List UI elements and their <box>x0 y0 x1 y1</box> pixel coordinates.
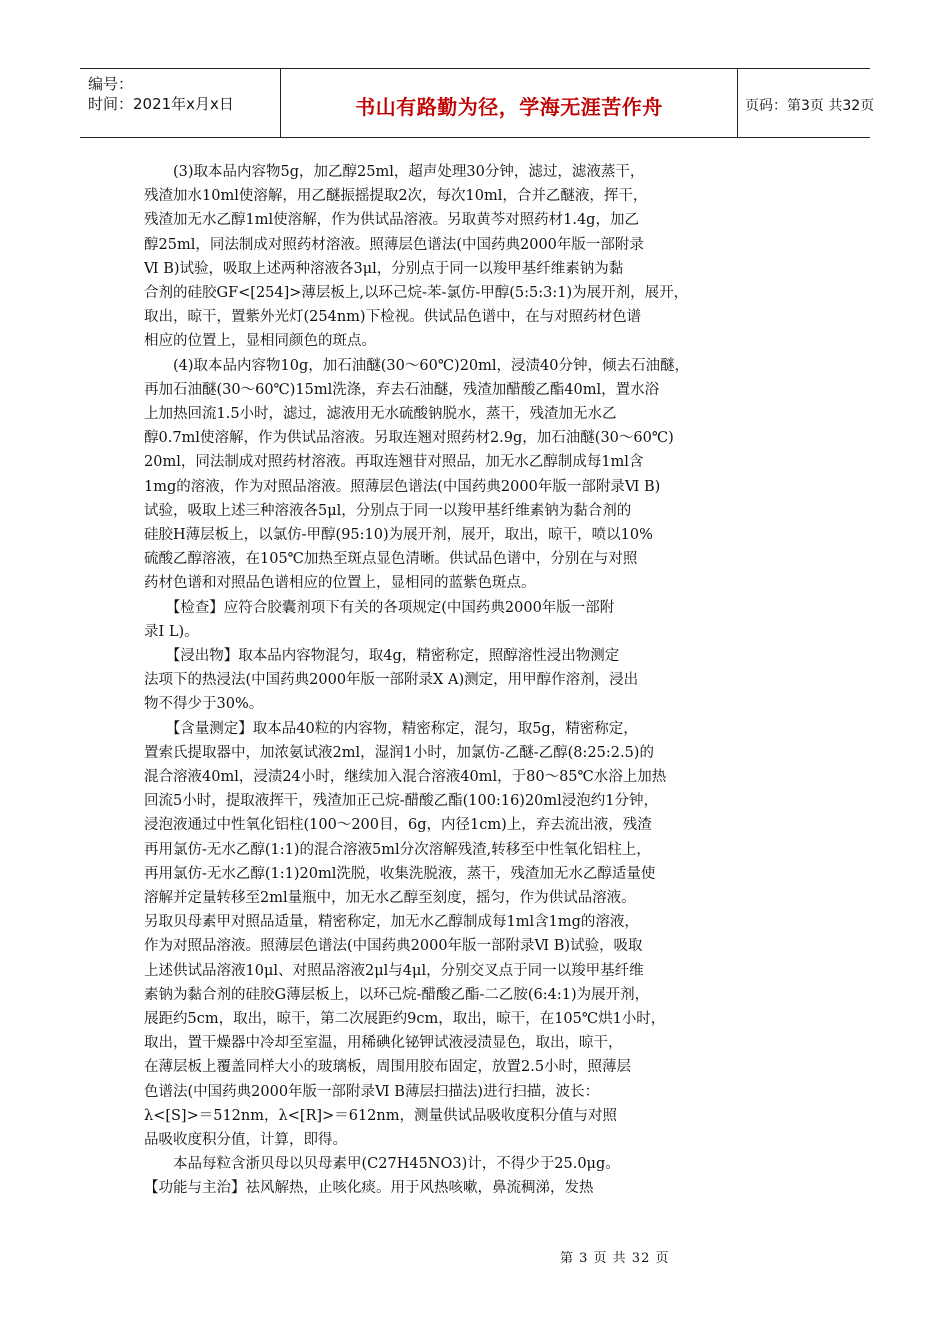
body-line: 取出，置干燥器中冷却至室温，用稀碘化铋钾试液浸渍显色，取出，晾干， <box>144 1035 623 1052</box>
body-line: (4)取本品内容物10g，加石油醚(30～60℃)20ml，浸渍40分钟，倾去石油醚， <box>144 357 689 374</box>
body-line: 展距约5cm，取出，晾干，第二次展距约9cm，取出，晾干，在105℃烘1小时， <box>144 1011 666 1027</box>
body-line: λ<[S]>＝512nm，λ<[R]>＝612nm，测量供试品吸收度积分值与对照 <box>144 1107 617 1124</box>
body-line: Ⅵ B)试验，吸取上述两种溶液各3μl，分别点于同一以羧甲基纤维素钠为黏 <box>144 260 624 277</box>
body-line: 色谱法(中国药典2000年版一部附录Ⅵ B薄层扫描法)进行扫描，波长： <box>144 1083 600 1100</box>
body-line: 药材色谱和对照品色谱相应的位置上，显相同的蓝紫色斑点。 <box>144 575 536 592</box>
body-line: 相应的位置上，显相同颜色的斑点。 <box>144 333 376 350</box>
body-line: 硅胶H薄层板上，以氯仿-甲醇(95:10)为展开剂，展开，取出，晾干，喷以10% <box>144 527 653 543</box>
document-header <box>80 68 875 138</box>
body-line: 再用氯仿-无水乙醇(1:1)的混合溶液5ml分次溶解残渣,转移至中性氧化铝柱上， <box>144 841 651 858</box>
body-line: 【功能与主治】祛风解热，止咳化痰。用于风热咳嗽，鼻流稠涕，发热 <box>144 1180 594 1197</box>
body-line: 置索氏提取器中，加浓氨试液2ml，湿润1小时，加氯仿-乙醚-乙醇(8:25:2.5)的 <box>144 744 654 761</box>
body-line: 作为对照品溶液。照薄层色谱法(中国药典2000年版一部附录Ⅵ B)试验，吸取 <box>144 938 643 955</box>
body-line: 溶解并定量转移至2ml量瓶中，加无水乙醇至刻度，摇匀，作为供试品溶液。 <box>144 890 636 906</box>
body-line: 另取贝母素甲对照品适量，精密称定，加无水乙醇制成每1ml含1mg的溶液， <box>144 914 639 931</box>
body-line: 硫酸乙醇溶液，在105℃加热至斑点显色清晰。供试品色谱中，分别在与对照 <box>144 551 638 568</box>
body-line: 上加热回流1.5小时，滤过，滤液用无水硫酸钠脱水，蒸干，残渣加无水乙 <box>144 406 617 422</box>
body-line: 回流5小时，提取液挥干，残渣加正己烷-醋酸乙酯(100:16)20ml浸泡约1分钟， <box>144 793 659 810</box>
body-line: 醇25ml，同法制成对照药材溶液。照薄层色谱法(中国药典2000年版一部附录 <box>144 236 644 253</box>
header-motto: 书山有路勤为径，学海无涯苦作舟 <box>355 95 663 119</box>
number-label: 编号： <box>88 75 134 93</box>
body-line: 1mg的溶液，作为对照品溶液。照薄层色谱法(中国药典2000年版一部附录Ⅵ B) <box>144 478 661 495</box>
header-right-cell <box>737 69 875 137</box>
body-line: 残渣加水10ml使溶解，用乙醚振摇提取2次，每次10ml，合并乙醚液，挥干， <box>144 188 648 205</box>
time-label: 时间：2021年x月x日 <box>88 95 234 113</box>
body-line: 【含量测定】取本品40粒的内容物，精密称定，混匀，取5g，精密称定， <box>144 720 638 737</box>
header-center-cell <box>280 69 738 137</box>
body-line: 【浸出物】取本品内容物混匀，取4g，精密称定，照醇溶性浸出物测定 <box>144 648 620 664</box>
body-line: 素钠为黏合剂的硅胶G薄层板上，以环己烷-醋酸乙酯-二乙胺(6:4:1)为展开剂， <box>144 986 650 1003</box>
body-line: 取出，晾干，置紫外光灯(254nm)下检视。供试品色谱中，在与对照药材色谱 <box>144 309 642 326</box>
page-footer: 第 3 页 共 32 页 <box>560 1251 670 1266</box>
body-line: 再用氯仿-无水乙醇(1:1)20ml洗脱，收集洗脱液，蒸干，残渣加无水乙醇适量使 <box>144 865 656 882</box>
header-page-label: 页码：第3页 共32页 <box>745 98 875 114</box>
body-line: 再加石油醚(30～60℃)15ml洗涤，弃去石油醚，残渣加醋酸乙酯40ml，置水浴 <box>144 381 660 398</box>
body-line: 混合溶液40ml，浸渍24小时，继续加入混合溶液40ml，于80～85℃水浴上加热 <box>144 769 667 785</box>
body-line: 录Ⅰ L)。 <box>144 623 199 640</box>
body-line: 浸泡液通过中性氧化铝柱(100～200目，6g，内径1cm)上，弃去流出液，残渣 <box>144 817 652 834</box>
body-line: 【检查】应符合胶囊剂项下有关的各项规定(中国药典2000年版一部附 <box>144 599 615 616</box>
body-line: 醇0.7ml使溶解，作为供试品溶液。另取连翘对照药材2.9g，加石油醚(30～60℃) <box>144 430 674 447</box>
body-line: (3)取本品内容物5g，加乙醇25ml，超声处理30分钟，滤过，滤液蒸干， <box>144 164 645 180</box>
body-line: 法项下的热浸法(中国药典2000年版一部附录Ⅹ A)测定，用甲醇作溶剂，浸出 <box>144 672 639 689</box>
body-line: 20ml，同法制成对照药材溶液。再取连翘苷对照品，加无水乙醇制成每1ml含 <box>144 454 644 471</box>
body-line: 物不得少于30%。 <box>144 696 264 713</box>
body-line: 合剂的硅胶GF<[254]>薄层板上,以环己烷-苯-氯仿-甲醇(5:5:3:1)为展开剂，展开， <box>144 285 689 301</box>
body-line: 试验，吸取上述三种溶液各5μl，分别点于同一以羧甲基纤维素钠为黏合剂的 <box>144 502 632 519</box>
body-line: 上述供试品溶液10μl、对照品溶液2μl与4μl，分别交叉点于同一以羧甲基纤维 <box>144 962 644 979</box>
body-line: 在薄层板上覆盖同样大小的玻璃板，周围用胶布固定，放置2.5小时，照薄层 <box>144 1059 632 1076</box>
body-line: 残渣加无水乙醇1ml使溶解，作为供试品溶液。另取黄芩对照药材1.4g，加乙 <box>144 212 639 229</box>
body-line: 品吸收度积分值，计算，即得。 <box>144 1132 347 1148</box>
body-line: 本品每粒含浙贝母以贝母素甲(C27H45NO3)计，不得少于25.0μg。 <box>144 1156 620 1173</box>
header-left-cell <box>80 69 280 137</box>
